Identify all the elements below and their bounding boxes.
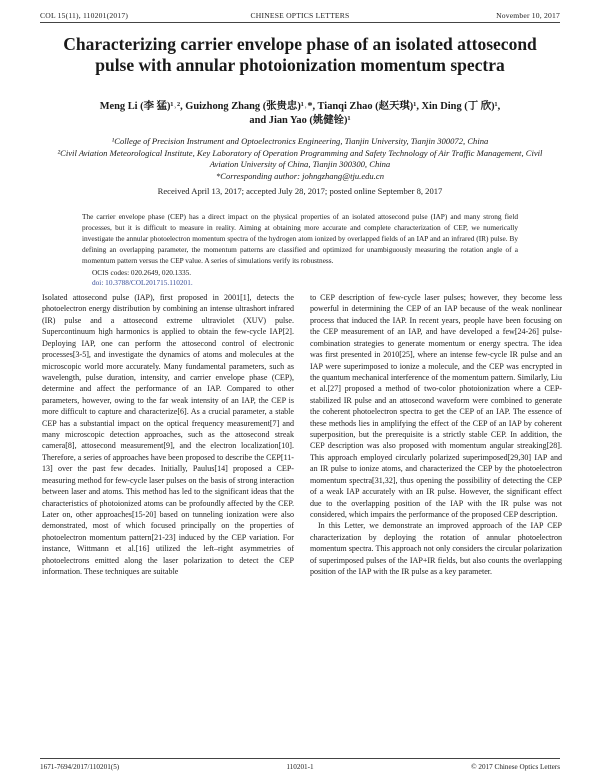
footer xyxy=(40,762,560,772)
ocis-codes: OCIS codes: 020.2649, 020.1335. xyxy=(92,267,192,277)
footer-rule xyxy=(40,758,560,759)
body-column-left xyxy=(42,292,294,578)
header-rule xyxy=(40,22,560,23)
copyright: © 2017 Chinese Optics Letters xyxy=(471,763,560,771)
running-head xyxy=(40,9,560,21)
paper-title: Characterizing carrier envelope phase of an isolated attosecond pulse with annular photoionization momentum spectra xyxy=(63,34,537,75)
issue-date: November 10, 2017 xyxy=(496,10,560,20)
abstract xyxy=(82,212,518,289)
publication-dates: Received April 13, 2017; accepted July 28, 2017; posted online September 8, 2017 xyxy=(157,186,443,196)
page-number: 110201-1 xyxy=(286,763,314,771)
doi-link[interactable]: doi: 10.3788/COL201715.110201. xyxy=(92,278,193,288)
journal-name: CHINESE OPTICS LETTERS xyxy=(250,10,350,20)
issn-article-id: 1671-7694/2017/110201(5) xyxy=(40,763,120,771)
affiliation-1: ¹College of Precision Instrument and Optoelectronics Engineering, Tianjin University, Tianjin 300072, China xyxy=(111,136,489,146)
body-paragraph: Isolated attosecond pulse (IAP), first proposed in 2001[1], detects the photoelectron energy distribution by combining an intense ultrashort infrared (IR) pulse and a attosecond extreme ultraviolet (XUV) pulse. Supercontinuum high harmonics is applied to obtain the few-cycle IAP[2]. Deploying IAP, one can perform the attosecond control of electronic processes[3-5], and investigate the dynamics of atoms and molecules at the microscopic world more accurately. Many fundamental parameters, such as wavelength, pulse duration, intensity, and carrier envelope phase (CEP), determine and affect the performance of an IAP. Compared to other parameters, however, owing to the far weak intensity of an IAP, the CEP is more difficult to capture and characterize[6]. As a crucial parameter, a stable CEP has a substantial impact on the optical frequency measurement[7] and many microscopic detection approaches, such as the attosecond streak camera[8], attosecond measurement[9], and the electron localization[10]. Therefore, a series of approaches have been proposed to describe the CEP[11-13] over the past few decades. Initially, Paulus[14] proposed a CEP-measuring method for few-cycle laser pulses on the basis of strong interaction between laser and atoms. This method has led to the significant ideas that the characteristics of photoionized atoms can be profoundly affected by the CEP. Later on, other approaches[15-20] based on tunneling ionization were also demonstrated, most of which focused principally on the properties of photoelectron momentum pattern[21-23] induced by the CEP variation. For instance, Wittmann et al.[16] utilized the left–right asymmetries of photoelectrons emitted along the laser polarization to detect the CEP information. These techniques are suitable xyxy=(42,293,294,577)
body-column-right xyxy=(310,292,562,578)
affiliation-2: ²Civil Aviation Meteorological Institute, Key Laboratory of Operation Programming and Safety Technology of Air Traffic Management, Civil Aviation University of China, Tianjin 300300, China xyxy=(57,147,543,170)
authors-line-2: and Jian Yao (姚健铨)¹ xyxy=(249,115,351,126)
affiliations xyxy=(44,136,556,182)
authors-line-1: Meng Li (李 猛)¹˒², Guizhong Zhang (张贵忠)¹˒*, Tianqi Zhao (赵天琪)¹, Xin Ding (丁 欣)¹, xyxy=(99,101,501,112)
corresponding-author: *Corresponding author: johngzhang@tju.edu.cn xyxy=(215,170,384,181)
abstract-text: The carrier envelope phase (CEP) has a direct impact on the physical properties of an isolated attosecond pulse (IAP) and many strong field processes, but it is difficult to measure in reality. Aiming at obtaining more accurate and complete characterization of CEP, we numerically investigate the annular photoelectron momentum spectra of the hydrogen atom ionized by overlapped fields of an IAP and an infrared (IR) pulse. By defining an overlapping parameter, the momentum patterns are classified and optimized for unambiguously measuring the rotation angle of a momentum pattern versus the CEP value. A series of simulations verify its robustness. xyxy=(82,212,518,265)
body-paragraph: to CEP description of few-cycle laser pulses; however, they become less powerful in determining the CEP of an IAP because of the weak nonlinear process that induced the IAP. In recent years, people have been focusing on the CEP measurement of an IAP, and have developed a few[24-26] pulse-combination strategies to generate momentum or energy spectra. The idea was first presented in 2010[25], where an intense few-cycle IR pulse and an IAP were superimposed to ionize a molecule, and the CEP was encrypted in the quantum mechanical interference of the momentum pattern. Similarly, Liu et al.[27] proposed a method of two-color photoionization where a CEP-stabilized IR pulse and an attosecond waveform were combined to generate the coherent photoelectron spectra to get the CEP of an IAP. The essence of these methods lies in amplifying the effect of the CEP of an IAP by coherent superposition, but the prerequisite is a strictly stable CEP. In addition, the CEP description was also proposed with momentum angular streaking[28]. This approach employed circularly polarized superimposed[29,30] IAP and an IR pulse to ionize atoms, and characterized the CEP by the photoelectron momentum spectra[31,32], thus opening the possibility of detecting the CEP of a weak IAP accurately with an IR pulse. However, the significant effect due to the overlapping position of the IAP with the IR pulse was not considered, which impairs the performance of the proposed CEP description. xyxy=(310,293,562,520)
author-list xyxy=(60,100,540,128)
body-paragraph: In this Letter, we demonstrate an improved approach of the IAP CEP characterization by deploying the rotation of annular photoelectron momentum spectra. This approach not only considers the circular polarization of superimposed pulses of the IAP+IR fields, but also counts the overlapping position of the IAP with the IR pulse as a key parameter. xyxy=(310,521,562,577)
citation: COL 15(11), 110201(2017) xyxy=(40,10,129,20)
